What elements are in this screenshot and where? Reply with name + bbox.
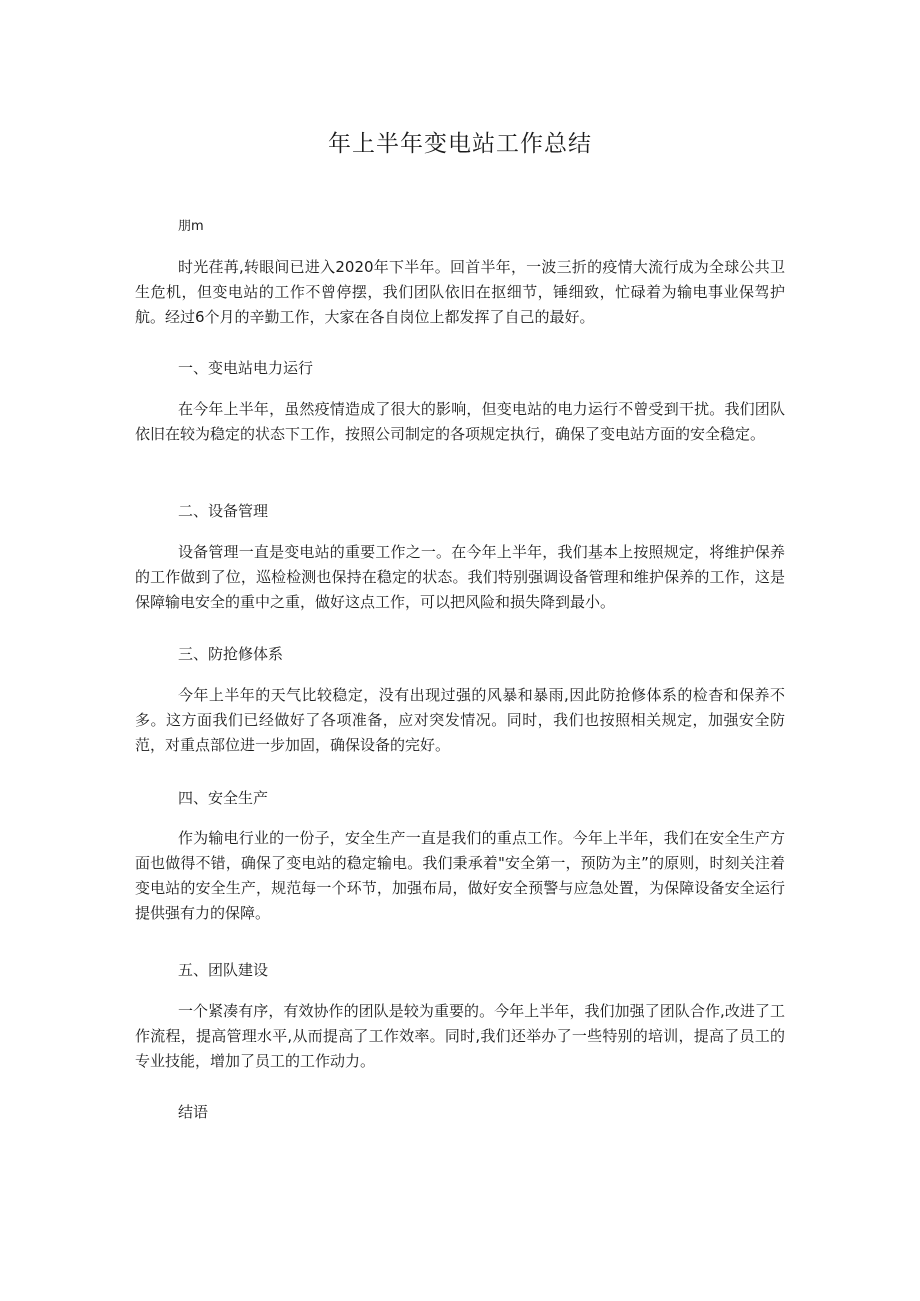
section-body-3: 今年上半年的天气比较稳定，没有出现过强的风暴和暴雨,因此防抢修体系的检杳和保养不多。这方面我们已经做好了各项准备，应对突发情况。同时，我们也按照相关规定，加强安全防范，对重点部位进一步加固，确保设备的完好。 xyxy=(135,686,785,754)
section-heading-5: 五、团队建设 xyxy=(178,961,269,979)
section-heading-2: 二、设备管理 xyxy=(178,502,269,520)
section-heading-1: 一、变电站电力运行 xyxy=(178,359,314,377)
intro-paragraph: 时光荏苒,转眼间已进入2020年下半年。回首半年，一波三折的疫情大流行成为全球公共卫生危机，但变电站的工作不曾停摆，我们团队依旧在抠细节，锤细致，忙碌着为输电事业保驾护航。经过6个月的辛勤工作，大家在各自岗位上都发挥了自己的最好。 xyxy=(135,258,785,326)
document-title: 年上半年变电站工作总结 xyxy=(328,131,592,157)
section-heading-3: 三、防抢修体系 xyxy=(178,645,284,663)
section-body-2: 设备管理一直是变电站的重要工作之一。在今年上半年，我们基本上按照规定，将维护保养的工作做到了位，巡检检测也保持在稳定的状态。我们特别强调设备管理和维护保养的工作，这是保障输电安全的重中之重，做好这点工作，可以把风险和损失降到最小。 xyxy=(135,543,785,611)
conclusion-heading: 结语 xyxy=(178,1103,209,1121)
salutation: 朋m xyxy=(178,219,204,234)
section-body-4: 作为输电行业的一份子，安全生产一直是我们的重点工作。今年上半年，我们在安全生产方面也做得不错，确保了变电站的稳定输电。我们秉承着"安全第一，预防为主”的原则，时刻关注着变电站的安全生产，规范每一个环节，加强布局，做好安全预警与应急处置，为保障设备安全运行提供强有力的保障。 xyxy=(135,829,785,922)
section-body-1: 在今年上半年，虽然疫情造成了很大的影响，但变电站的电力运行不曾受到干扰。我们团队依旧在较为稳定的状态下工作，按照公司制定的各项规定执行，确保了变电站方面的安全稳定。 xyxy=(135,400,785,443)
section-heading-4: 四、安全生产 xyxy=(178,789,269,807)
section-body-5: 一个紧凑有序，有效协作的团队是较为重要的。今年上半年，我们加强了团队合作,改进了工作流程，提高管理水平,从而提高了工作效率。同时,我们还举办了一些特别的培训，提高了员工的专业技能，增加了员工的工作动力。 xyxy=(135,1002,785,1070)
